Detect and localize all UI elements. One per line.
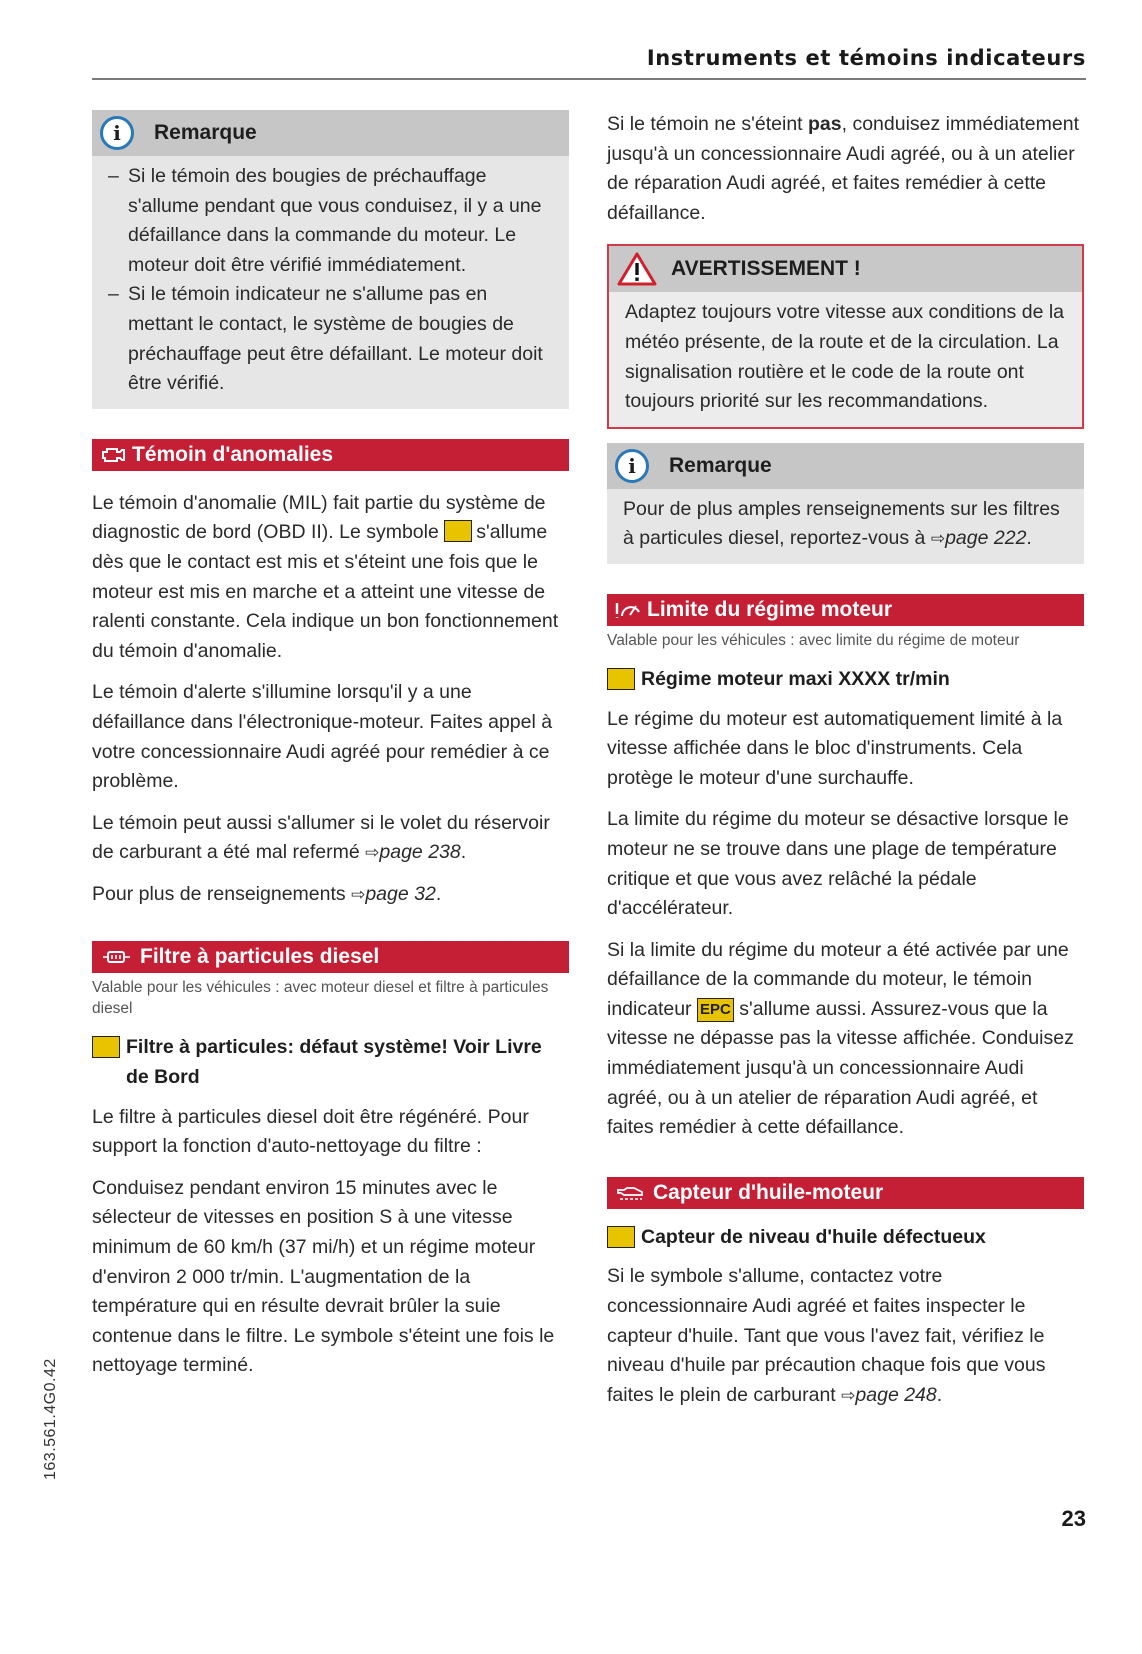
paragraph: Le régime du moteur est automatiquement limité à la vitesse affichée dans le bloc d'instruments. Cela protège le moteur d'une surchauffe. — [607, 707, 1063, 789]
epc-icon: EPC — [697, 998, 734, 1022]
page-link[interactable]: ⇨page 238 — [365, 841, 461, 864]
oil-sensor-icon — [615, 1183, 647, 1203]
engine-icon — [100, 445, 126, 465]
note-body: Pour de plus amples renseignements sur les filtres à particules diesel, reportez-vous à ⇨page 222. — [623, 497, 1060, 550]
list-item: – Si le témoin indicateur ne s'allume pas en mettant le contact, le système de bougies de préchauffage peut être défaillant. Le moteur doit être vérifié. — [108, 283, 543, 395]
warning-triangle-icon — [617, 251, 657, 287]
section-title: Témoin d'anomalies — [132, 442, 334, 466]
warning-box-header — [609, 246, 1082, 292]
paragraph: Conduisez pendant environ 15 minutes avec le sélecteur de vitesses en position S à une vitesse minimum de 60 km/h (37 mi/h) et un régime moteur d'environ 2 000 tr/min. L'augmentation de la température qui en résulte devrait brûler la suie contenue dans le filtre. Le symbole s'éteint une fois le nettoyage terminé. — [92, 1176, 555, 1377]
paragraph: Le témoin d'anomalie (MIL) fait partie du système de diagnostic de bord (OBD II). Le symbole s'allume dès que le contact est mis et s'éteint une fois que le moteur est mis en marche et a atteint une vitesse de ralenti constante. Cela indique un bon fonctionnement du témoin d'anomalie. — [92, 491, 559, 662]
paragraph: Pour plus de renseignements ⇨page 32. — [92, 882, 442, 905]
paragraph: Le témoin d'alerte s'illumine lorsqu'il y a une défaillance dans l'électronique-moteur. Faites appel à votre concessionnaire Audi agréé pour remédier à ce problème. — [92, 681, 553, 793]
right-column — [607, 110, 1084, 1422]
page-link[interactable]: ⇨page 32 — [351, 882, 436, 905]
section-header-oil — [607, 1177, 1084, 1209]
warning-message-heading: Régime moteur maxi XXXX tr/min — [607, 665, 1084, 695]
section-title: Limite du régime moteur — [647, 597, 893, 621]
warning-message-heading: Filtre à particules: défaut système! Voir Livre de Bord — [92, 1033, 569, 1092]
note-box-glow-plug — [92, 110, 569, 409]
document-code: 163.561.4G0.42 — [42, 1358, 59, 1480]
note-body — [92, 156, 569, 409]
paragraph: Le témoin peut aussi s'allumer si le volet du réservoir de carburant a été mal refermé ⇨page 238. — [92, 811, 550, 864]
section-title: Filtre à particules diesel — [140, 945, 380, 969]
paragraph: Si la limite du régime du moteur a été activée par une défaillance de la commande du moteur, le témoin indicateur EPC s'allume aussi. Assurez-vous que la vitesse ne dépasse pas la vitesse affichée. Conduisez immédiatement jusqu'à un concessionnaire Audi agréé, ou à un atelier de réparation Audi agréé, et faites remédier à cette défaillance. — [607, 938, 1074, 1139]
warning-body: Adaptez toujours votre vitesse aux conditions de la météo présente, de la route et de la circulation. La signalisation routière et le code de la route ont toujours priorité sur les recommandations. — [625, 301, 1065, 413]
section-header-mil — [92, 439, 569, 471]
rpm-limit-warning-icon — [607, 668, 635, 690]
warning-message-heading: Capteur de niveau d'huile défectueux — [607, 1223, 1084, 1253]
section-title: Capteur d'huile-moteur — [653, 1180, 884, 1204]
note-box-dpf — [607, 443, 1084, 564]
rpm-limit-icon — [615, 600, 641, 620]
note-box-header — [607, 443, 1084, 489]
oil-sensor-warning-icon — [607, 1226, 635, 1248]
page-header-title: Instruments et témoins indicateurs — [646, 46, 1086, 70]
left-column — [92, 110, 569, 1393]
note-title: Remarque — [154, 121, 257, 144]
paragraph: Le filtre à particules diesel doit être régénéré. Pour support la fonction d'auto-nettoyage du filtre : — [92, 1105, 529, 1158]
page-number: 23 — [1061, 1506, 1086, 1531]
paragraph: Si le témoin ne s'éteint pas, conduisez immédiatement jusqu'à un concessionnaire Audi agréé, ou à un atelier de réparation Audi agréé, et faites remédier à cette défaillance. — [607, 113, 1079, 224]
warning-title: AVERTISSEMENT ! — [671, 257, 861, 281]
applies-note: Valable pour les véhicules : avec moteur diesel et filtre à particules diesel — [92, 979, 549, 1018]
paragraph: Si le symbole s'allume, contactez votre concessionnaire Audi agréé et faites inspecter le capteur d'huile. Tant que vous l'avez fait, vérifiez le niveau d'huile par précaution chaque fois que vous faites le plein de carburant ⇨page 248. — [607, 1265, 1046, 1406]
note-box-header — [92, 110, 569, 156]
list-item: – Si le témoin des bougies de préchauffage s'allume pendant que vous conduisez, il y a une défaillance dans la commande du moteur. Le moteur doit être vérifié immédiatement. — [108, 165, 542, 276]
page-link[interactable]: ⇨page 222 — [930, 527, 1027, 550]
engine-symbol-icon — [444, 520, 472, 542]
page-link[interactable]: ⇨page 248 — [841, 1383, 937, 1406]
section-header-dpf — [92, 941, 569, 973]
header-rule — [92, 78, 1086, 80]
warning-box — [607, 244, 1084, 428]
info-icon: i — [100, 116, 134, 150]
paragraph: La limite du régime du moteur se désactive lorsque le moteur ne se trouve dans une plage de température critique et que vous avez relâché la pédale d'accélérateur. — [607, 808, 1069, 920]
applies-note: Valable pour les véhicules : avec limite du régime de moteur — [607, 631, 1020, 649]
note-title: Remarque — [669, 453, 772, 477]
dpf-warning-icon — [92, 1036, 120, 1058]
particulate-filter-icon — [100, 947, 134, 967]
section-header-rpm — [607, 594, 1084, 626]
info-icon: i — [615, 449, 649, 483]
